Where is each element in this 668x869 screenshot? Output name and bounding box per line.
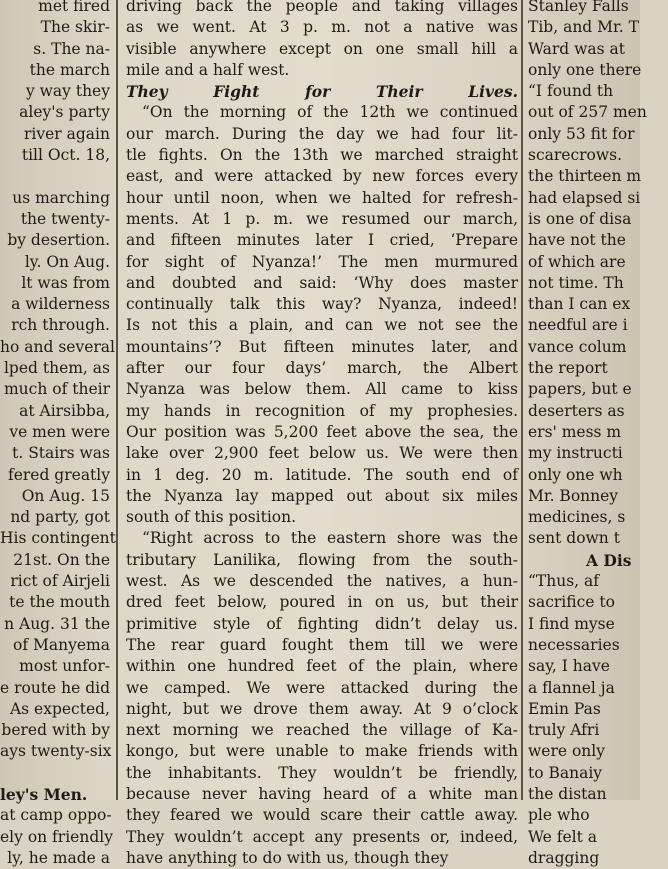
text-line: most unfor- bbox=[19, 657, 110, 676]
text-line: tributary Lanilika, flowing from the south- bbox=[126, 550, 518, 569]
column-rule-right bbox=[521, 0, 523, 800]
text-line: met fired bbox=[38, 0, 110, 15]
text-line: 21st. On the bbox=[13, 550, 110, 569]
text-line: bered with by bbox=[1, 721, 110, 740]
text-line: “Right across to the eastern shore was the bbox=[142, 529, 518, 548]
text-line: ely on friendly bbox=[0, 827, 113, 846]
text-line: south of this position. bbox=[126, 508, 297, 527]
text-line: the twenty- bbox=[20, 209, 110, 228]
text-line bbox=[0, 166, 110, 187]
left-column bbox=[0, 0, 116, 867]
text-line: were only bbox=[528, 742, 605, 761]
text-line: Tib, and Mr. T bbox=[528, 18, 639, 37]
text-line: mile and a half west. bbox=[126, 60, 290, 79]
text-line: have anything to do with us, though they bbox=[126, 848, 449, 867]
text-line: As expected, bbox=[9, 699, 110, 718]
text-line: for sight of Nyanza!’ The men murmured bbox=[126, 252, 518, 271]
text-line: fered greatly bbox=[7, 465, 110, 484]
text-line: tle fights. On the 13th we marched straight bbox=[126, 146, 518, 165]
section-heading: A Dis bbox=[586, 550, 632, 570]
text-line: “I found th bbox=[528, 82, 614, 101]
text-line: ments. At 1 p. m. we resumed our march, bbox=[126, 209, 518, 228]
text-line: next morning we reached the village of Ka- bbox=[126, 721, 518, 740]
text-line: vance colum bbox=[528, 337, 627, 356]
text-line: rict of Airjeli bbox=[10, 572, 110, 591]
text-line: night, but we drove them away. At 9 o’clock bbox=[126, 699, 518, 718]
text-line: rch through. bbox=[11, 316, 110, 335]
text-line: primitive style of fighting didn’t delay us. bbox=[126, 614, 518, 633]
text-line: The skir- bbox=[40, 18, 110, 37]
text-line: aley's party bbox=[19, 103, 110, 122]
text-line: my hands in recognition of my prophesies. bbox=[126, 401, 518, 420]
text-line: because never having heard of a white man bbox=[126, 784, 518, 803]
text-line: I find myse bbox=[528, 614, 615, 633]
text-line: lake over 2,900 feet below us. We were then bbox=[126, 444, 518, 463]
text-line: the inhabitants. They wouldn’t be friendly, bbox=[126, 763, 518, 782]
text-line: of Manyema bbox=[13, 635, 110, 654]
text-line: had elapsed si bbox=[528, 188, 641, 207]
text-line: a flannel ja bbox=[528, 678, 615, 697]
text-line: is one of disa bbox=[528, 209, 632, 228]
text-line: the report bbox=[528, 359, 608, 378]
text-line: our march. During the day we had four lit- bbox=[126, 124, 518, 143]
section-heading: They Fight for Their Lives. bbox=[126, 82, 518, 102]
text-line: than I can ex bbox=[528, 295, 631, 314]
text-line: at Airsibba, bbox=[19, 401, 110, 420]
text-line: visible anywhere except on one small hill a bbox=[126, 39, 518, 58]
text-line: truly Afri bbox=[528, 721, 600, 740]
text-line: and fifteen minutes later I cried, ‘Prepare bbox=[126, 231, 518, 250]
text-line: Emin Pas bbox=[528, 699, 601, 718]
text-line: ho and several bbox=[0, 337, 115, 356]
text-line: and doubted and said: ‘Why does master bbox=[126, 273, 518, 292]
text-line: They wouldn’t accept any presents or, indeed, bbox=[126, 827, 518, 846]
text-line: “Thus, af bbox=[528, 572, 600, 591]
text-line: as we went. At 3 p. m. not a native was bbox=[126, 18, 518, 37]
text-line: sacrifice to bbox=[528, 593, 615, 612]
text-line: only one wh bbox=[528, 465, 623, 484]
text-line: at camp oppo- bbox=[0, 806, 112, 825]
text-line: hour until noon, when we halted for refresh- bbox=[126, 188, 518, 207]
text-line: nd party, got bbox=[10, 508, 110, 527]
text-line: by desertion. bbox=[7, 231, 110, 250]
text-line: papers, but e bbox=[528, 380, 632, 399]
text-line: to Banaiy bbox=[528, 763, 603, 782]
text-line: dred feet below, poured in on us, but their bbox=[126, 593, 518, 612]
text-line: te the mouth bbox=[9, 593, 110, 612]
text-line: we camped. We were attacked during the bbox=[126, 678, 518, 697]
text-line: ple who bbox=[528, 806, 590, 825]
text-line: e route he did bbox=[0, 678, 111, 697]
text-line: Stanley Falls bbox=[528, 0, 629, 15]
text-line: Mr. Bonney bbox=[528, 486, 619, 505]
text-line: ve men were bbox=[9, 422, 110, 441]
text-line: Is not this a plain, and can we not see the bbox=[126, 316, 518, 335]
text-line: Ward was at bbox=[528, 39, 625, 58]
text-line: after our four days’ march, the Albert bbox=[126, 359, 518, 378]
text-line: out of 257 men bbox=[528, 103, 647, 122]
text-line: His contingent bbox=[0, 529, 116, 548]
text-line: of which are bbox=[528, 252, 626, 271]
section-heading: ley's Men. bbox=[0, 784, 88, 804]
text-line bbox=[0, 763, 110, 784]
text-line: ays twenty-six bbox=[0, 742, 112, 761]
text-line: necessaries bbox=[528, 635, 620, 654]
text-line: much of their bbox=[3, 380, 110, 399]
column-rule-left bbox=[116, 0, 118, 800]
text-line: the thirteen m bbox=[528, 167, 642, 186]
text-line: s. The na- bbox=[33, 39, 110, 58]
text-line: mountains’? But fifteen minutes later, and bbox=[126, 337, 518, 356]
text-line: continually talk this way? Nyanza, indeed! bbox=[126, 295, 518, 314]
text-line: river again bbox=[24, 124, 110, 143]
text-line: the distan bbox=[528, 784, 607, 803]
text-line: t. Stairs was bbox=[12, 444, 110, 463]
text-line: lt was from bbox=[21, 273, 110, 292]
text-line: in 1 deg. 20 m. latitude. The south end of bbox=[126, 465, 518, 484]
text-line: they feared we would scare their cattle away. bbox=[126, 806, 518, 825]
text-line: needful are i bbox=[528, 316, 628, 335]
text-line: medicines, s bbox=[528, 508, 626, 527]
text-line: west. As we descended the natives, a hun- bbox=[126, 572, 518, 591]
text-line: We felt a bbox=[528, 827, 598, 846]
text-line: only 53 fit for bbox=[528, 124, 635, 143]
text-line: within one hundred feet of the plain, where bbox=[126, 657, 518, 676]
text-line: ers' mess m bbox=[528, 422, 622, 441]
text-line: Our position was 5,200 feet above the sea, the bbox=[126, 422, 518, 441]
text-line: lped them, as bbox=[3, 359, 110, 378]
text-line: Nyanza was below them. All came to kiss bbox=[126, 380, 518, 399]
text-line: have not the bbox=[528, 231, 626, 250]
text-line: kongo, but were unable to make friends with bbox=[126, 742, 518, 761]
text-line: the Nyanza lay mapped out about six miles bbox=[126, 486, 518, 505]
text-line: The rear guard fought them till we were bbox=[126, 635, 518, 654]
text-line: “On the morning of the 12th we continued bbox=[142, 103, 518, 122]
text-line: not time. Th bbox=[528, 273, 624, 292]
text-line: ly, he made a bbox=[7, 848, 110, 867]
text-line: n Aug. 31 the bbox=[4, 614, 110, 633]
text-line: only one there bbox=[528, 60, 642, 79]
text-line: east, and were attacked by new forces every bbox=[126, 167, 518, 186]
text-line: a wilderness bbox=[11, 295, 110, 314]
text-line: sent down t bbox=[528, 529, 620, 548]
middle-column bbox=[126, 0, 518, 867]
text-line: driving back the people and taking villages bbox=[126, 0, 518, 15]
text-line: us marching bbox=[12, 188, 110, 207]
text-line: ly. On Aug. bbox=[24, 252, 110, 271]
text-line: y way they bbox=[25, 82, 110, 101]
text-line: deserters as bbox=[528, 401, 625, 420]
text-line: On Aug. 15 bbox=[21, 486, 110, 505]
right-column bbox=[528, 0, 668, 867]
text-line: my instructi bbox=[528, 444, 623, 463]
text-line: till Oct. 18, bbox=[21, 146, 110, 165]
text-line: the march bbox=[29, 60, 110, 79]
text-line: dragging bbox=[528, 848, 600, 867]
text-line: say, I have bbox=[528, 657, 610, 676]
text-line: scarecrows. bbox=[528, 146, 623, 165]
